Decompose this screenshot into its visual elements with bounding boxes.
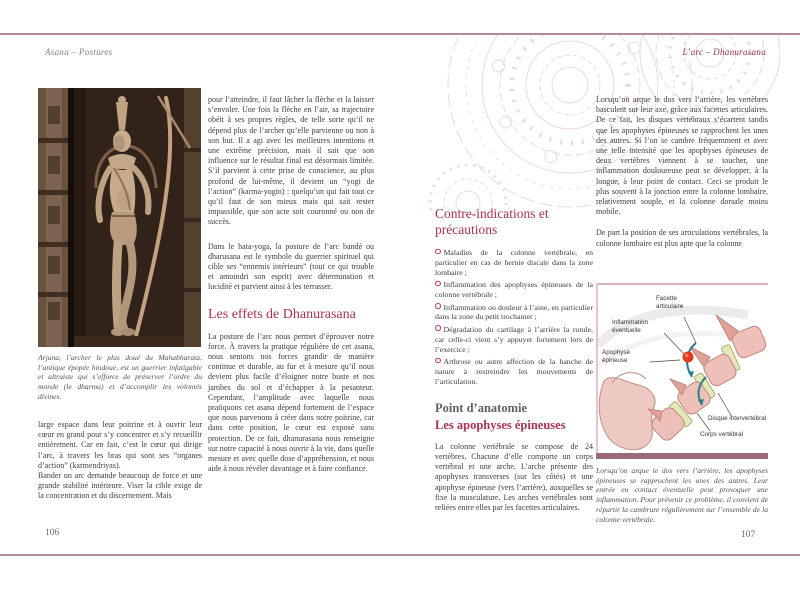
effects-section-heading: Les effets de Dhanurasana bbox=[208, 306, 356, 322]
list-item-text: Arthrose ou autre affection de la hanche de nature à restreindre les mouvements de l’articulation. bbox=[435, 357, 593, 386]
running-head-left: Asana – Postures bbox=[45, 47, 113, 57]
spine-illustration-icon bbox=[598, 285, 768, 453]
bottom-page-rule bbox=[0, 554, 800, 556]
anatomy-kicker: Point d’anatomie bbox=[435, 400, 528, 415]
right-column-2 bbox=[596, 95, 768, 249]
list-item bbox=[435, 280, 593, 300]
bullet-ring-icon bbox=[435, 325, 441, 331]
anatomy-figure bbox=[596, 283, 768, 459]
figure-caption: Lorsqu’on arque le dos vers l’arrière, les apophyses épineuses se rapprochent les unes des autres. Leur entrée en contact éventuelle peut provoquer une inflammation. Pour prévenir ce problème, il convient de répartir la cambrure régulièrement sur l’ensemble de la colonne vertébrale. bbox=[596, 466, 768, 524]
paragraph: De part la position de ses articulations vertébrales, la colonne lombaire est plus apte que la colonne bbox=[596, 228, 768, 248]
running-head-right: L’arc – Dhanurasana bbox=[682, 47, 766, 57]
list-item bbox=[435, 248, 593, 278]
page-number-left: 106 bbox=[45, 528, 60, 538]
paragraph: La posture de l’arc nous permet d’éprouver notre force. À travers la pratique régulière de cet asana, nous sentons nos forces grandir de manière continue et durable, au fur et à mesure qu’il nous devient plus facile d’éloigner notre buste et nos jambes du sol et d’échapper à la pesanteur. Cependant, l’amplitude avec laquelle nous pratiquons cet asana dépend fortement de l’espace que nous parvenons à créer dans notre poitrine, car dans cette position, le cœur est exposé sans protection. De ce fait, dhanurasana nous renseigne sur notre capacité à nous ouvrir à la vie, dans quelle mesure et avec quelle dose d’appréhension, et nous aide à nous révéler davantage et à faire confiance. bbox=[208, 331, 374, 474]
label-facette-articulaire: Facette articulaire bbox=[656, 295, 684, 310]
anatomy-heading: Les apophyses épineuses bbox=[435, 417, 566, 432]
arjuna-statue-image bbox=[38, 88, 201, 347]
list-item-text: Maladies de la colonne vertébrale, en particulier en cas de hernie discale dans la zone lombaire ; bbox=[435, 248, 593, 277]
contraindications-list bbox=[435, 248, 593, 387]
list-item-text: Inflammation ou douleur à l’aine, en particulier dans la zone du petit trochanter ; bbox=[435, 302, 593, 322]
statue-carving-icon bbox=[38, 88, 201, 347]
label-apophyse-epineuse: Apophyse épineuse bbox=[602, 349, 631, 364]
figure-bottom-bar bbox=[596, 453, 768, 459]
bullet-ring-icon bbox=[435, 249, 441, 255]
bullet-ring-icon bbox=[435, 303, 441, 309]
left-column-2 bbox=[208, 95, 374, 475]
paragraph: Bander un arc demande beaucoup de force et une grande stabilité intérieure. Viser la cible exige de la concentration et du discernement. Mais bbox=[38, 471, 202, 501]
list-item bbox=[435, 303, 593, 323]
label-disque-intervertebral: Disque intervertébral bbox=[708, 415, 767, 422]
statue-caption: Arjuna, l’archer le plus doué du Mahabharata, l’antique épopée hindoue, est un guerrier infatigable et altruiste qui s’efforce de préserver l’ordre du monde (le dharma) et d’accomplir les volontés divines. bbox=[38, 353, 202, 401]
label-inflammation-eventuelle: Inflammation éventuelle bbox=[612, 319, 649, 334]
list-item-text: Inflammation des apophyses épineuses de la colonne vertébrale ; bbox=[435, 280, 593, 300]
paragraph: pour l’atteindre, il faut lâcher la flèche et la laisser s’envoler. Une fois la flèche en l’air, sa trajectoire obéit à ses propres règles, de telle sorte qu’il ne dépend plus de l’archer qu’elle parvienne ou non à son but. Il a agi avec les meilleures intentions et une extrême précision, mais il sait que son influence sur le résultat final est désormais limitée. S’il parvient à cette prise de conscience, au plus profond de lui-même, il devient un “yogi de l’action” (karma-yogin) : quelqu’un qui fait tout ce qu’il faut de son mieux mais qui sait rester impassible, que son acte soit couronné ou non de succès. bbox=[208, 95, 374, 227]
paragraph: La colonne vertébrale se compose de 24 vertèbres. Chacune d’elle comporte un corps vertébral et une arche. L’arche présente des apophyses transverses (sur les côtés) et une apophyse épineuse (vers l’arrière), auxquelles se fixe la musculature. Les arches vertébrales sont reliées entre elles par les facettes articulaires. bbox=[435, 441, 593, 512]
list-item-text: Dégradation du cartilage à l’arrière la rotule, car celle-ci vient s’y appuyer fortement lors de l’exercice ; bbox=[435, 324, 593, 354]
page-number-right: 107 bbox=[741, 530, 756, 540]
right-column-1 bbox=[435, 206, 593, 513]
paragraph: Lorsqu’on arque le dos vers l’arrière, les vertèbres basculent sur leur axe, grâce aux facettes articulaires. De ce fait, les disques vertébraux s’écartent tandis que les apophyses épineuses se rapprochent les unes des autres. Si l’on se cambre fréquemment et avec une telle intensité que les apophyses épineuses de deux vertèbres viennent à se toucher, une inflammation douloureuse peut se développer, à la longue, à leur point de contact. Ceci se produit le plus souvent à la jonction entre la colonne lombaire, relativement souple, et la colonne dorsale moins mobile. bbox=[596, 95, 768, 217]
list-item bbox=[435, 357, 593, 387]
bullet-ring-icon bbox=[435, 281, 441, 287]
left-column-1-text bbox=[38, 420, 202, 502]
paragraph: Dans le hata-yoga, la posture de l’arc bandé ou dharusana est le symbole du guerrier spirituel qui cible ses “ennemis intérieurs” (tout ce qui trouble et amoindri son esprit) avec détermination et lucidité et parvient ainsi à les terrasser. bbox=[208, 241, 374, 292]
paragraph: large espace dans leur poitrine et à ouvrir leur cœur en grand pour s’y concentrer et s’y recueillir entièrement. Car en fait, c’est le cœur qui dirige l’arc, à travers les bras qui sont ses “organes d’action” (karmendriyas). bbox=[38, 420, 202, 470]
bullet-ring-icon bbox=[435, 358, 441, 364]
list-item bbox=[435, 325, 593, 355]
label-corps-vertebral: Corps vertébral bbox=[700, 431, 744, 438]
contraindications-heading: Contre-indications et précautions bbox=[435, 206, 549, 237]
